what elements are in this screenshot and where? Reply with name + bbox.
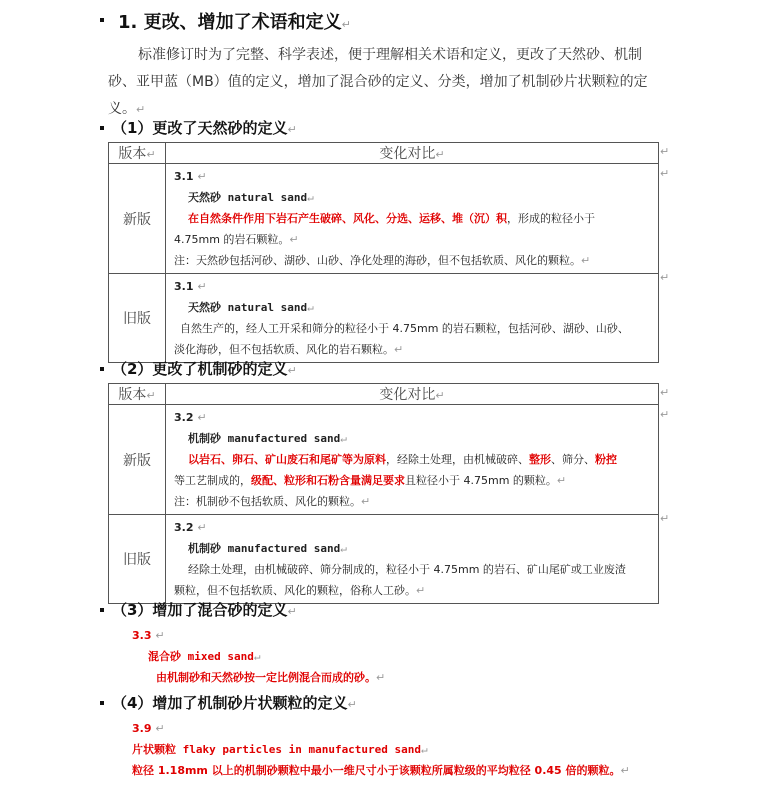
definition-flaky-particles: 粒径 1.18mm 以上的机制砂颗粒中最小一维尺寸小于该颗粒所属粒级的平均粒径 0.45 倍的颗粒。↵: [132, 764, 630, 777]
bullet-icon: [100, 126, 104, 130]
row-end-mark: ↵: [660, 167, 670, 180]
row-end-mark: ↵: [660, 386, 670, 399]
old-definition-cell: 3.2 ↵ 机制砂 manufactured sand↵ 经除土处理，由机械破碎、筛分制成的，粒径小于 4.75mm 的岩石、矿山尾矿或工业废渣 颗粒，但不包括软质、风化的颗粒，俗称人工砂。↵: [166, 515, 659, 604]
bullet-icon: [100, 701, 104, 705]
header-compare: 变化对比↵: [166, 143, 659, 164]
header-version: 版本↵: [109, 384, 166, 405]
definition-mixed-sand: 由机制砂和天然砂按一定比例混合而成的砂。↵: [156, 671, 386, 684]
subsection-title-4: （4）增加了机制砂片状颗粒的定义↵: [112, 694, 357, 712]
term-mixed-sand: 混合砂 mixed sand↵: [148, 650, 261, 663]
intro-paragraph: 标准修订时为了完整、科学表述，便于理解相关术语和定义，更改了天然砂、机制砂、亚甲蓝（MB）值的定义，增加了混合砂的定义、分类，增加了机制砂片状颗粒的定义。↵: [108, 47, 648, 117]
comparison-table-1: [108, 142, 659, 363]
term-number-3-9: 3.9 ↵: [132, 722, 165, 735]
comparison-table-2: [108, 383, 659, 604]
section-heading: 1. 更改、增加了术语和定义↵: [118, 12, 351, 33]
new-definition-cell: 3.2 ↵ 机制砂 manufactured sand↵ 以岩石、卵石、矿山废石和尾矿等为原料，经除土处理，由机械破碎、整形、筛分、粉控 等工艺制成的，级配、粒形和石粉含量满足要求且粒径小于 4.75mm 的颗粒。↵ 注：机制砂不包括软质、风化的颗粒。↵: [166, 405, 659, 515]
header-compare: 变化对比↵: [166, 384, 659, 405]
bullet-icon: [100, 18, 104, 22]
bullet-icon: [100, 367, 104, 371]
row-label-old: 旧版: [109, 515, 166, 604]
old-definition-cell: 3.1 ↵ 天然砂 natural sand↵ 自然生产的，经人工开采和筛分的粒径小于 4.75mm 的岩石颗粒，包括河砂、湖砂、山砂、 淡化海砂，但不包括软质、风化的岩石颗粒。↵: [166, 274, 659, 363]
row-label-new: 新版: [109, 164, 166, 274]
row-end-mark: ↵: [660, 408, 670, 421]
header-version: 版本↵: [109, 143, 166, 164]
subsection-title-2: （2）更改了机制砂的定义↵: [112, 360, 297, 378]
new-definition-cell: 3.1 ↵ 天然砂 natural sand↵ 在自然条件作用下岩石产生破碎、风化、分选、运移、堆（沉）积，形成的粒径小于 4.75mm 的岩石颗粒。↵ 注：天然砂包括河砂、湖砂、山砂、净化处理的海砂，但不包括软质、风化的颗粒。↵: [166, 164, 659, 274]
bullet-icon: [100, 608, 104, 612]
row-end-mark: ↵: [660, 145, 670, 158]
row-label-old: 旧版: [109, 274, 166, 363]
row-label-new: 新版: [109, 405, 166, 515]
row-end-mark: ↵: [660, 512, 670, 525]
subsection-title-3: （3）增加了混合砂的定义↵: [112, 601, 297, 619]
term-flaky-particles: 片状颗粒 flaky particles in manufactured sand↵: [132, 743, 428, 756]
row-end-mark: ↵: [660, 271, 670, 284]
subsection-title-1: （1）更改了天然砂的定义↵: [112, 119, 297, 137]
term-number-3-3: 3.3 ↵: [132, 629, 165, 642]
